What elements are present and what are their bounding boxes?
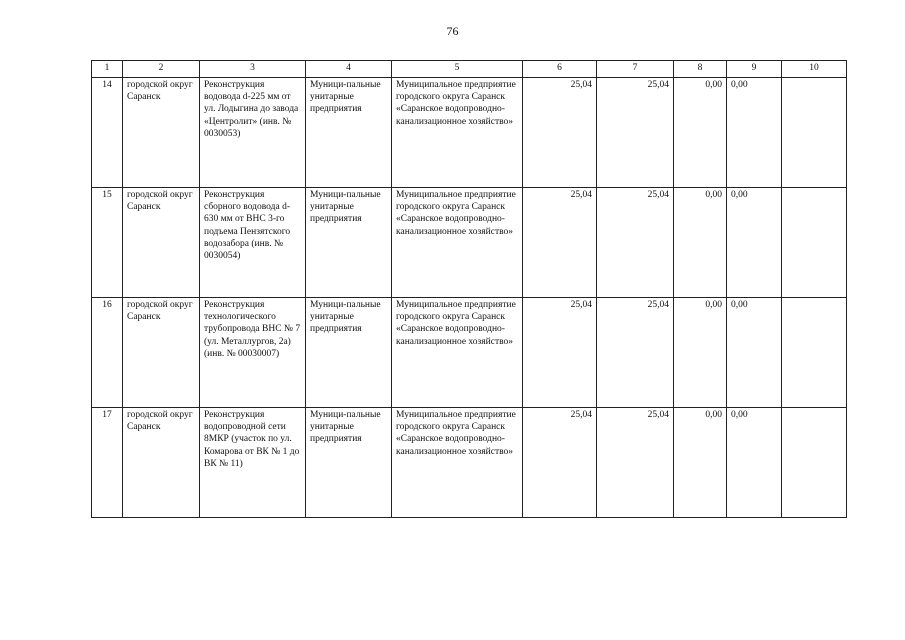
value-cell-7: 25,04 [597, 78, 674, 188]
value-cell-10 [782, 188, 847, 298]
value-cell-10 [782, 78, 847, 188]
project-cell: Реконструкция технологического трубопровода ВНС № 7 (ул. Металлургов, 2а) (инв. № 00030007) [200, 298, 306, 408]
value-cell-6: 25,04 [523, 78, 597, 188]
investment-table [91, 60, 847, 518]
value-cell-7: 25,04 [597, 188, 674, 298]
value-cell-8: 0,00 [674, 298, 727, 408]
column-header: 1 [92, 61, 123, 78]
page-number: 76 [446, 24, 459, 38]
project-cell: Реконструкция водовода d-225 мм от ул. Лодыгина до завода «Центролит» (инв. № 0030053) [200, 78, 306, 188]
owner-type-cell: Муници-пальные унитарные предприятия [306, 188, 392, 298]
table-row [92, 408, 847, 518]
value-cell-7: 25,04 [597, 408, 674, 518]
row-number: 17 [92, 408, 123, 518]
column-header: 2 [123, 61, 200, 78]
row-number: 15 [92, 188, 123, 298]
header-row [92, 61, 847, 78]
row-number: 14 [92, 78, 123, 188]
column-header: 5 [392, 61, 523, 78]
value-cell-7: 25,04 [597, 298, 674, 408]
district-cell: городской округ Саранск [123, 298, 200, 408]
table-row [92, 188, 847, 298]
owner-type-cell: Муници-пальные унитарные предприятия [306, 408, 392, 518]
district-cell: городской округ Саранск [123, 408, 200, 518]
organization-cell: Муниципальное предприятие городского округа Саранск «Саранское водопроводно-канализационное хозяйство» [392, 78, 523, 188]
value-cell-9: 0,00 [727, 298, 782, 408]
row-number: 16 [92, 298, 123, 408]
value-cell-6: 25,04 [523, 298, 597, 408]
organization-cell: Муниципальное предприятие городского округа Саранск «Саранское водопроводно-канализационное хозяйство» [392, 188, 523, 298]
value-cell-8: 0,00 [674, 188, 727, 298]
district-cell: городской округ Саранск [123, 188, 200, 298]
column-header: 4 [306, 61, 392, 78]
table-row [92, 78, 847, 188]
project-cell: Реконструкция водопроводной сети 8МКР (участок по ул. Комарова от ВК № 1 до ВК № 11) [200, 408, 306, 518]
value-cell-8: 0,00 [674, 408, 727, 518]
value-cell-8: 0,00 [674, 78, 727, 188]
value-cell-9: 0,00 [727, 78, 782, 188]
organization-cell: Муниципальное предприятие городского округа Саранск «Саранское водопроводно-канализационное хозяйство» [392, 408, 523, 518]
value-cell-9: 0,00 [727, 188, 782, 298]
value-cell-6: 25,04 [523, 188, 597, 298]
column-header: 10 [782, 61, 847, 78]
column-header: 9 [727, 61, 782, 78]
value-cell-10 [782, 408, 847, 518]
table-row [92, 298, 847, 408]
column-header: 3 [200, 61, 306, 78]
owner-type-cell: Муници-пальные унитарные предприятия [306, 78, 392, 188]
column-header: 7 [597, 61, 674, 78]
value-cell-9: 0,00 [727, 408, 782, 518]
column-header: 8 [674, 61, 727, 78]
district-cell: городской округ Саранск [123, 78, 200, 188]
value-cell-6: 25,04 [523, 408, 597, 518]
owner-type-cell: Муници-пальные унитарные предприятия [306, 298, 392, 408]
value-cell-10 [782, 298, 847, 408]
column-header: 6 [523, 61, 597, 78]
organization-cell: Муниципальное предприятие городского округа Саранск «Саранское водопроводно-канализационное хозяйство» [392, 298, 523, 408]
project-cell: Реконструкция сборного водовода d-630 мм от ВНС 3-го подъема Пензятского водозабора (инв. № 0030054) [200, 188, 306, 298]
